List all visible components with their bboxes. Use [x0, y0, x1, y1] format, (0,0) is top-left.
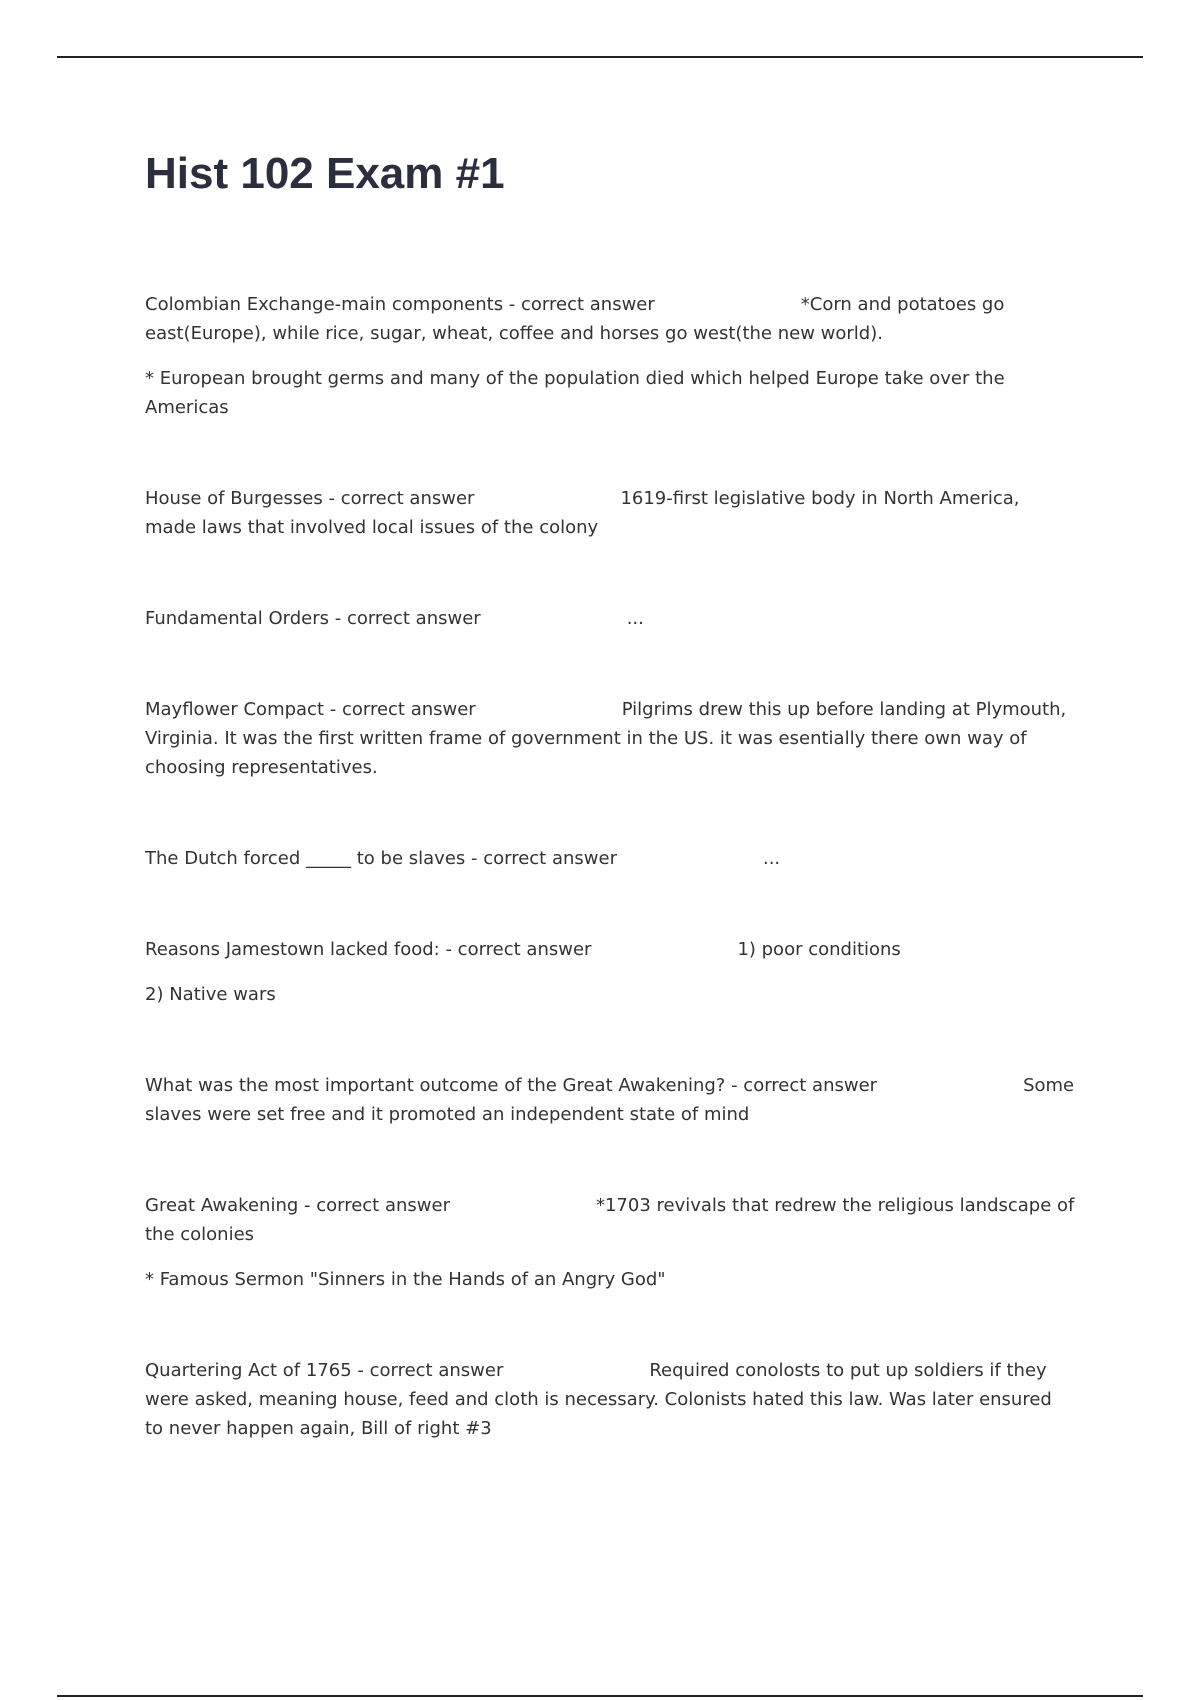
- flashcard-list: [145, 290, 1075, 1505]
- entry-answer: *1703 revivals that redrew the religious landscape of the colonies: [145, 1195, 1075, 1245]
- entry-main-line: [145, 604, 1075, 633]
- entry-extra: * European brought germs and many of the population died which helped Europe take over the Americas: [145, 368, 1005, 418]
- entry-question: Mayflower Compact - correct answer: [145, 699, 476, 720]
- flashcard-entry: [145, 844, 1075, 873]
- entry-main-line: [145, 1191, 1075, 1249]
- entry-extra: 2) Native wars: [145, 984, 276, 1005]
- entry-main-line: [145, 844, 1075, 873]
- page-title: Hist 102 Exam #1: [145, 149, 505, 198]
- entry-answer: Some slaves were set free and it promoted an independent state of mind: [145, 1075, 1075, 1125]
- flashcard-entry: [145, 484, 1075, 542]
- entry-extra: * Famous Sermon "Sinners in the Hands of an Angry God": [145, 1269, 666, 1290]
- flashcard-entry: [145, 1356, 1075, 1443]
- entry-main-line: [145, 1356, 1075, 1443]
- entry-main-line: [145, 484, 1075, 542]
- entry-question: The Dutch forced _____ to be slaves - correct answer: [145, 848, 617, 869]
- entry-answer: ...: [762, 848, 781, 869]
- flashcard-entry: [145, 935, 1075, 1009]
- entry-main-line: [145, 290, 1075, 348]
- entry-question: Colombian Exchange-main components - correct answer: [145, 294, 655, 315]
- entry-answer: ...: [626, 608, 644, 629]
- bottom-rule: [57, 1695, 1143, 1697]
- entry-question: Reasons Jamestown lacked food: - correct answer: [145, 939, 592, 960]
- entry-question: Quartering Act of 1765 - correct answer: [145, 1360, 504, 1381]
- flashcard-entry: [145, 1191, 1075, 1294]
- entry-answer: 1619-first legislative body in North America, made laws that involved local issues of the colony: [145, 488, 1020, 538]
- entry-answer: *Corn and potatoes go east(Europe), while rice, sugar, wheat, coffee and horses go west(the new world).: [145, 294, 1005, 344]
- entry-question: Fundamental Orders - correct answer: [145, 608, 481, 629]
- entry-answer: Required conolosts to put up soldiers if they were asked, meaning house, feed and cloth is necessary. Colonists hated this law. Was later ensured to never happen again, Bill of right #3: [145, 1360, 1052, 1439]
- entry-question: What was the most important outcome of the Great Awakening? - correct answer: [145, 1075, 878, 1096]
- entry-main-line: [145, 1071, 1075, 1129]
- entry-answer: Pilgrims drew this up before landing at Plymouth, Virginia. It was the first written frame of government in the US. it was esentially there own way of choosing representatives.: [145, 699, 1067, 778]
- entry-question: Great Awakening - correct answer: [145, 1195, 450, 1216]
- flashcard-entry: [145, 1071, 1075, 1129]
- entry-question: House of Burgesses - correct answer: [145, 488, 475, 509]
- flashcard-entry: [145, 604, 1075, 633]
- top-rule: [57, 56, 1143, 58]
- entry-answer: 1) poor conditions: [737, 939, 901, 960]
- entry-main-line: [145, 695, 1075, 782]
- flashcard-entry: [145, 695, 1075, 782]
- entry-main-line: [145, 935, 1075, 964]
- flashcard-entry: [145, 290, 1075, 422]
